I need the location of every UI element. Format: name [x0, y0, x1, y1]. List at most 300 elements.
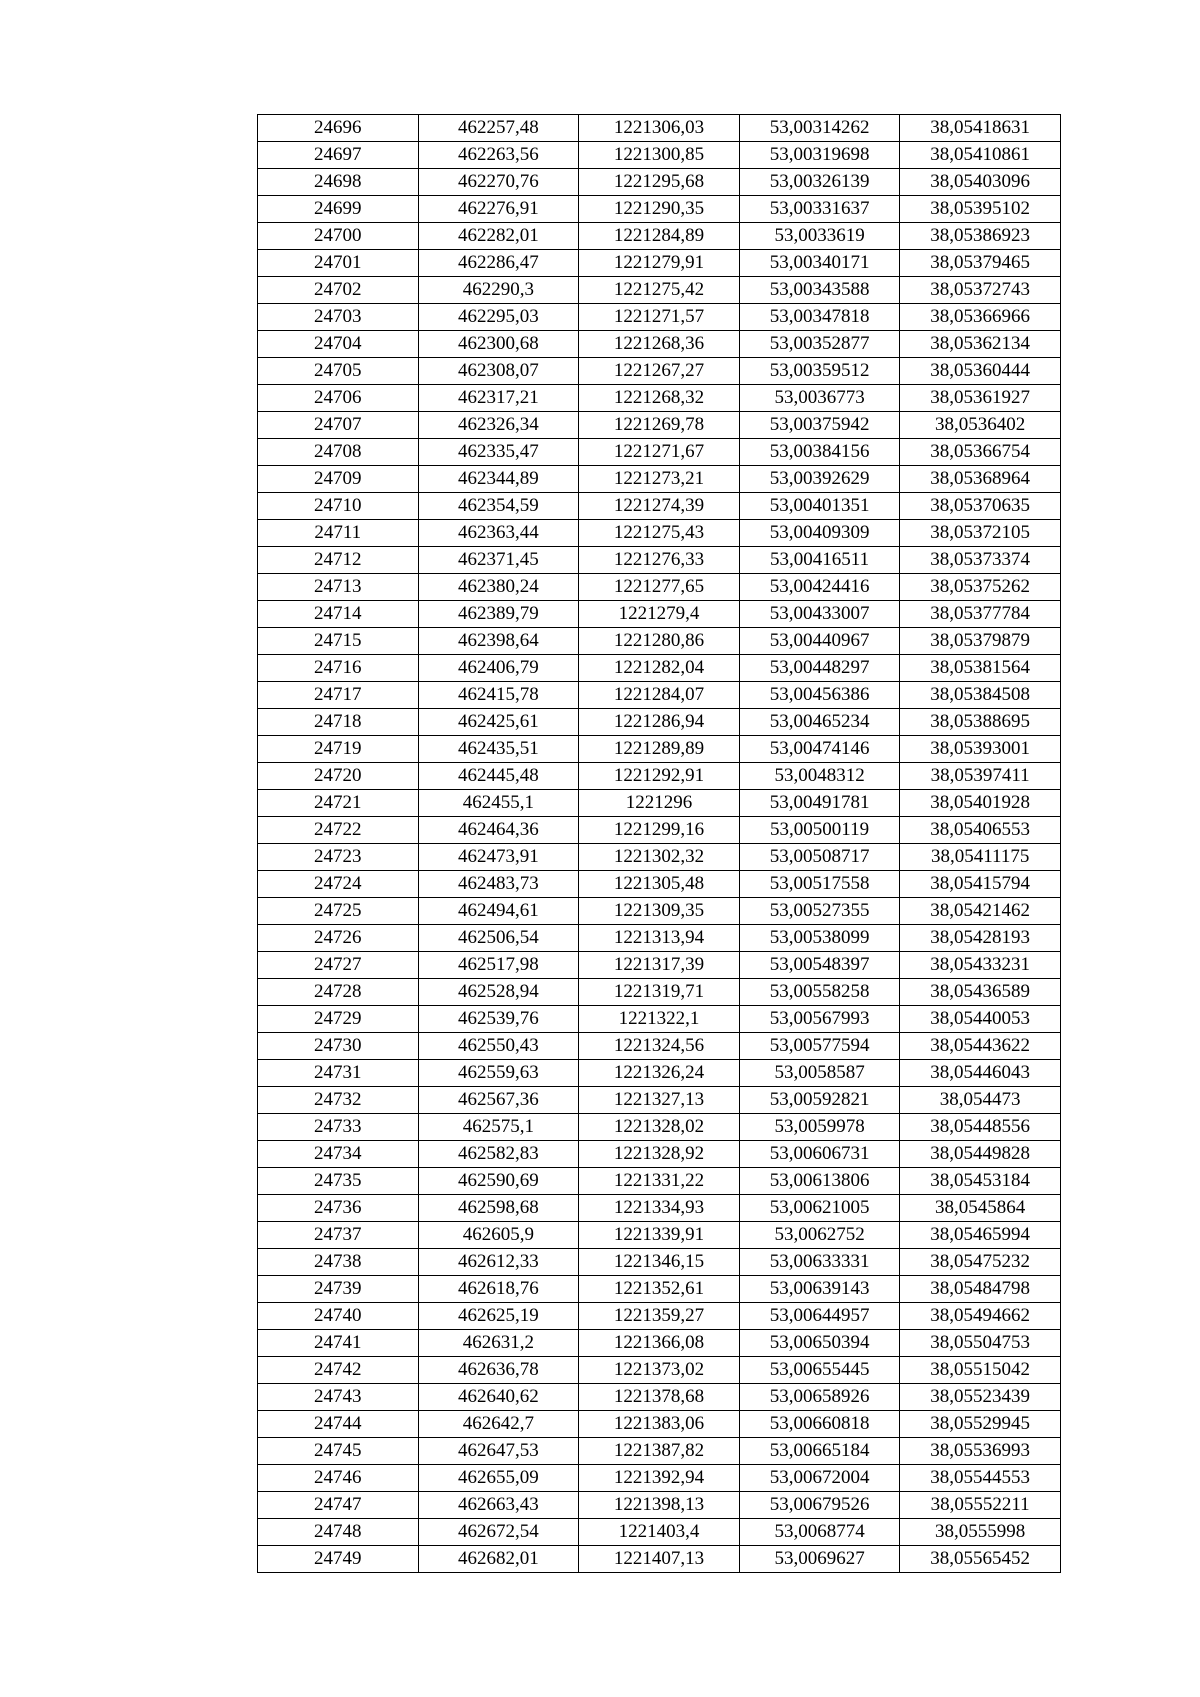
latitude-cell: 53,0036773 [739, 385, 900, 412]
point-number-cell: 24727 [258, 952, 419, 979]
coord-x-cell: 462663,43 [418, 1492, 579, 1519]
longitude-cell: 38,05475232 [900, 1249, 1061, 1276]
table-row [258, 1492, 1061, 1519]
coord-y-cell: 1221319,71 [579, 979, 740, 1006]
table-row [258, 682, 1061, 709]
longitude-cell: 38,05384508 [900, 682, 1061, 709]
coord-y-cell: 1221373,02 [579, 1357, 740, 1384]
coord-y-cell: 1221275,43 [579, 520, 740, 547]
latitude-cell: 53,00359512 [739, 358, 900, 385]
point-number-cell: 24696 [258, 115, 419, 142]
coord-x-cell: 462344,89 [418, 466, 579, 493]
point-number-cell: 24748 [258, 1519, 419, 1546]
coord-x-cell: 462631,2 [418, 1330, 579, 1357]
point-number-cell: 24746 [258, 1465, 419, 1492]
latitude-cell: 53,00538099 [739, 925, 900, 952]
coord-y-cell: 1221322,1 [579, 1006, 740, 1033]
longitude-cell: 38,05536993 [900, 1438, 1061, 1465]
coord-x-cell: 462425,61 [418, 709, 579, 736]
coord-x-cell: 462380,24 [418, 574, 579, 601]
coord-y-cell: 1221313,94 [579, 925, 740, 952]
table-row [258, 142, 1061, 169]
coord-y-cell: 1221352,61 [579, 1276, 740, 1303]
coord-x-cell: 462300,68 [418, 331, 579, 358]
coord-y-cell: 1221268,36 [579, 331, 740, 358]
longitude-cell: 38,05523439 [900, 1384, 1061, 1411]
table-row [258, 1168, 1061, 1195]
coord-x-cell: 462612,33 [418, 1249, 579, 1276]
latitude-cell: 53,00500119 [739, 817, 900, 844]
latitude-cell: 53,00319698 [739, 142, 900, 169]
table-row [258, 736, 1061, 763]
longitude-cell: 38,05370635 [900, 493, 1061, 520]
coord-y-cell: 1221383,06 [579, 1411, 740, 1438]
latitude-cell: 53,00343588 [739, 277, 900, 304]
longitude-cell: 38,05361927 [900, 385, 1061, 412]
coord-y-cell: 1221366,08 [579, 1330, 740, 1357]
point-number-cell: 24705 [258, 358, 419, 385]
coord-x-cell: 462406,79 [418, 655, 579, 682]
coord-x-cell: 462398,64 [418, 628, 579, 655]
latitude-cell: 53,00633331 [739, 1249, 900, 1276]
latitude-cell: 53,00660818 [739, 1411, 900, 1438]
coord-x-cell: 462640,62 [418, 1384, 579, 1411]
longitude-cell: 38,05443622 [900, 1033, 1061, 1060]
latitude-cell: 53,00448297 [739, 655, 900, 682]
coord-x-cell: 462483,73 [418, 871, 579, 898]
coord-y-cell: 1221269,78 [579, 412, 740, 439]
coord-y-cell: 1221339,91 [579, 1222, 740, 1249]
coord-y-cell: 1221271,57 [579, 304, 740, 331]
point-number-cell: 24714 [258, 601, 419, 628]
latitude-cell: 53,00424416 [739, 574, 900, 601]
longitude-cell: 38,05544553 [900, 1465, 1061, 1492]
point-number-cell: 24700 [258, 223, 419, 250]
latitude-cell: 53,00577594 [739, 1033, 900, 1060]
latitude-cell: 53,00613806 [739, 1168, 900, 1195]
coord-y-cell: 1221296 [579, 790, 740, 817]
table-row [258, 709, 1061, 736]
coord-y-cell: 1221407,13 [579, 1546, 740, 1573]
table-row [258, 1465, 1061, 1492]
table-row [258, 277, 1061, 304]
coord-x-cell: 462567,36 [418, 1087, 579, 1114]
longitude-cell: 38,0555998 [900, 1519, 1061, 1546]
coord-x-cell: 462473,91 [418, 844, 579, 871]
latitude-cell: 53,00416511 [739, 547, 900, 574]
coord-y-cell: 1221326,24 [579, 1060, 740, 1087]
point-number-cell: 24724 [258, 871, 419, 898]
longitude-cell: 38,05418631 [900, 115, 1061, 142]
coord-x-cell: 462435,51 [418, 736, 579, 763]
coord-y-cell: 1221284,07 [579, 682, 740, 709]
table-row [258, 466, 1061, 493]
latitude-cell: 53,00347818 [739, 304, 900, 331]
longitude-cell: 38,05484798 [900, 1276, 1061, 1303]
coord-y-cell: 1221331,22 [579, 1168, 740, 1195]
table-row [258, 1114, 1061, 1141]
point-number-cell: 24718 [258, 709, 419, 736]
coord-x-cell: 462618,76 [418, 1276, 579, 1303]
coord-x-cell: 462647,53 [418, 1438, 579, 1465]
longitude-cell: 38,05366754 [900, 439, 1061, 466]
point-number-cell: 24703 [258, 304, 419, 331]
latitude-cell: 53,00440967 [739, 628, 900, 655]
longitude-cell: 38,05372105 [900, 520, 1061, 547]
coord-y-cell: 1221273,21 [579, 466, 740, 493]
table-row [258, 412, 1061, 439]
latitude-cell: 53,00326139 [739, 169, 900, 196]
coord-y-cell: 1221328,92 [579, 1141, 740, 1168]
latitude-cell: 53,00650394 [739, 1330, 900, 1357]
coord-x-cell: 462308,07 [418, 358, 579, 385]
latitude-cell: 53,00384156 [739, 439, 900, 466]
table-row [258, 1195, 1061, 1222]
coord-x-cell: 462605,9 [418, 1222, 579, 1249]
coord-x-cell: 462415,78 [418, 682, 579, 709]
coord-y-cell: 1221279,91 [579, 250, 740, 277]
table-row [258, 223, 1061, 250]
latitude-cell: 53,0033619 [739, 223, 900, 250]
table-row [258, 196, 1061, 223]
coord-x-cell: 462590,69 [418, 1168, 579, 1195]
point-number-cell: 24701 [258, 250, 419, 277]
latitude-cell: 53,00433007 [739, 601, 900, 628]
coord-y-cell: 1221334,93 [579, 1195, 740, 1222]
table-row [258, 520, 1061, 547]
coord-x-cell: 462389,79 [418, 601, 579, 628]
longitude-cell: 38,05373374 [900, 547, 1061, 574]
longitude-cell: 38,05529945 [900, 1411, 1061, 1438]
coord-y-cell: 1221378,68 [579, 1384, 740, 1411]
longitude-cell: 38,05515042 [900, 1357, 1061, 1384]
coord-y-cell: 1221267,27 [579, 358, 740, 385]
latitude-cell: 53,00409309 [739, 520, 900, 547]
latitude-cell: 53,00527355 [739, 898, 900, 925]
latitude-cell: 53,0069627 [739, 1546, 900, 1573]
table-row [258, 1276, 1061, 1303]
coord-x-cell: 462682,01 [418, 1546, 579, 1573]
latitude-cell: 53,00392629 [739, 466, 900, 493]
table-row [258, 574, 1061, 601]
coord-x-cell: 462517,98 [418, 952, 579, 979]
point-number-cell: 24733 [258, 1114, 419, 1141]
coord-y-cell: 1221274,39 [579, 493, 740, 520]
latitude-cell: 53,0048312 [739, 763, 900, 790]
point-number-cell: 24745 [258, 1438, 419, 1465]
table-row [258, 1006, 1061, 1033]
point-number-cell: 24697 [258, 142, 419, 169]
coord-x-cell: 462326,34 [418, 412, 579, 439]
latitude-cell: 53,00548397 [739, 952, 900, 979]
coord-y-cell: 1221279,4 [579, 601, 740, 628]
point-number-cell: 24742 [258, 1357, 419, 1384]
coord-x-cell: 462276,91 [418, 196, 579, 223]
table-row [258, 1141, 1061, 1168]
point-number-cell: 24749 [258, 1546, 419, 1573]
coordinates-table [257, 114, 1061, 1573]
latitude-cell: 53,00456386 [739, 682, 900, 709]
longitude-cell: 38,0536402 [900, 412, 1061, 439]
point-number-cell: 24720 [258, 763, 419, 790]
coord-y-cell: 1221290,35 [579, 196, 740, 223]
table-row [258, 1330, 1061, 1357]
table-row [258, 925, 1061, 952]
table-row [258, 1519, 1061, 1546]
table-row [258, 115, 1061, 142]
table-row [258, 1303, 1061, 1330]
table-row [258, 1384, 1061, 1411]
point-number-cell: 24712 [258, 547, 419, 574]
longitude-cell: 38,05428193 [900, 925, 1061, 952]
latitude-cell: 53,0062752 [739, 1222, 900, 1249]
point-number-cell: 24734 [258, 1141, 419, 1168]
longitude-cell: 38,05372743 [900, 277, 1061, 304]
table-row [258, 1249, 1061, 1276]
longitude-cell: 38,05565452 [900, 1546, 1061, 1573]
coord-x-cell: 462270,76 [418, 169, 579, 196]
table-row [258, 1438, 1061, 1465]
point-number-cell: 24710 [258, 493, 419, 520]
point-number-cell: 24704 [258, 331, 419, 358]
point-number-cell: 24726 [258, 925, 419, 952]
coord-x-cell: 462363,44 [418, 520, 579, 547]
point-number-cell: 24721 [258, 790, 419, 817]
table-row [258, 304, 1061, 331]
longitude-cell: 38,05440053 [900, 1006, 1061, 1033]
longitude-cell: 38,05415794 [900, 871, 1061, 898]
coord-x-cell: 462582,83 [418, 1141, 579, 1168]
longitude-cell: 38,05379465 [900, 250, 1061, 277]
point-number-cell: 24723 [258, 844, 419, 871]
coord-y-cell: 1221286,94 [579, 709, 740, 736]
longitude-cell: 38,05504753 [900, 1330, 1061, 1357]
longitude-cell: 38,05362134 [900, 331, 1061, 358]
coord-x-cell: 462528,94 [418, 979, 579, 1006]
coord-y-cell: 1221324,56 [579, 1033, 740, 1060]
point-number-cell: 24713 [258, 574, 419, 601]
coord-x-cell: 462642,7 [418, 1411, 579, 1438]
longitude-cell: 38,05449828 [900, 1141, 1061, 1168]
coord-x-cell: 462598,68 [418, 1195, 579, 1222]
longitude-cell: 38,05395102 [900, 196, 1061, 223]
table-row [258, 1411, 1061, 1438]
longitude-cell: 38,05366966 [900, 304, 1061, 331]
latitude-cell: 53,00508717 [739, 844, 900, 871]
coord-x-cell: 462317,21 [418, 385, 579, 412]
longitude-cell: 38,05397411 [900, 763, 1061, 790]
coord-x-cell: 462655,09 [418, 1465, 579, 1492]
latitude-cell: 53,00401351 [739, 493, 900, 520]
longitude-cell: 38,05375262 [900, 574, 1061, 601]
table-row [258, 817, 1061, 844]
longitude-cell: 38,054473 [900, 1087, 1061, 1114]
latitude-cell: 53,0058587 [739, 1060, 900, 1087]
longitude-cell: 38,05393001 [900, 736, 1061, 763]
coord-y-cell: 1221309,35 [579, 898, 740, 925]
latitude-cell: 53,00465234 [739, 709, 900, 736]
point-number-cell: 24739 [258, 1276, 419, 1303]
longitude-cell: 38,05448556 [900, 1114, 1061, 1141]
coord-x-cell: 462295,03 [418, 304, 579, 331]
longitude-cell: 38,05552211 [900, 1492, 1061, 1519]
coord-y-cell: 1221403,4 [579, 1519, 740, 1546]
latitude-cell: 53,00375942 [739, 412, 900, 439]
coord-y-cell: 1221289,89 [579, 736, 740, 763]
coord-x-cell: 462672,54 [418, 1519, 579, 1546]
table-row [258, 1060, 1061, 1087]
coord-x-cell: 462550,43 [418, 1033, 579, 1060]
coord-x-cell: 462559,63 [418, 1060, 579, 1087]
point-number-cell: 24711 [258, 520, 419, 547]
latitude-cell: 53,00558258 [739, 979, 900, 1006]
table-row [258, 763, 1061, 790]
coord-y-cell: 1221292,91 [579, 763, 740, 790]
table-row [258, 547, 1061, 574]
longitude-cell: 38,05379879 [900, 628, 1061, 655]
coord-x-cell: 462354,59 [418, 493, 579, 520]
latitude-cell: 53,00491781 [739, 790, 900, 817]
point-number-cell: 24717 [258, 682, 419, 709]
coord-y-cell: 1221271,67 [579, 439, 740, 466]
longitude-cell: 38,05406553 [900, 817, 1061, 844]
coord-y-cell: 1221282,04 [579, 655, 740, 682]
latitude-cell: 53,00665184 [739, 1438, 900, 1465]
table-row [258, 979, 1061, 1006]
coordinates-table-body [258, 115, 1061, 1573]
table-row [258, 1033, 1061, 1060]
longitude-cell: 38,05453184 [900, 1168, 1061, 1195]
point-number-cell: 24735 [258, 1168, 419, 1195]
coord-y-cell: 1221280,86 [579, 628, 740, 655]
coord-y-cell: 1221328,02 [579, 1114, 740, 1141]
table-row [258, 844, 1061, 871]
latitude-cell: 53,00606731 [739, 1141, 900, 1168]
point-number-cell: 24732 [258, 1087, 419, 1114]
longitude-cell: 38,05377784 [900, 601, 1061, 628]
coord-y-cell: 1221392,94 [579, 1465, 740, 1492]
point-number-cell: 24708 [258, 439, 419, 466]
longitude-cell: 38,05411175 [900, 844, 1061, 871]
table-row [258, 331, 1061, 358]
point-number-cell: 24719 [258, 736, 419, 763]
point-number-cell: 24729 [258, 1006, 419, 1033]
latitude-cell: 53,00658926 [739, 1384, 900, 1411]
longitude-cell: 38,05410861 [900, 142, 1061, 169]
coord-y-cell: 1221276,33 [579, 547, 740, 574]
point-number-cell: 24706 [258, 385, 419, 412]
point-number-cell: 24702 [258, 277, 419, 304]
latitude-cell: 53,00331637 [739, 196, 900, 223]
table-row [258, 790, 1061, 817]
table-row [258, 439, 1061, 466]
point-number-cell: 24741 [258, 1330, 419, 1357]
coord-y-cell: 1221284,89 [579, 223, 740, 250]
latitude-cell: 53,00655445 [739, 1357, 900, 1384]
coord-x-cell: 462263,56 [418, 142, 579, 169]
coord-y-cell: 1221268,32 [579, 385, 740, 412]
coord-y-cell: 1221327,13 [579, 1087, 740, 1114]
table-row [258, 1087, 1061, 1114]
coord-y-cell: 1221398,13 [579, 1492, 740, 1519]
point-number-cell: 24736 [258, 1195, 419, 1222]
coord-y-cell: 1221295,68 [579, 169, 740, 196]
point-number-cell: 24699 [258, 196, 419, 223]
latitude-cell: 53,00679526 [739, 1492, 900, 1519]
coord-y-cell: 1221346,15 [579, 1249, 740, 1276]
latitude-cell: 53,00621005 [739, 1195, 900, 1222]
point-number-cell: 24743 [258, 1384, 419, 1411]
latitude-cell: 53,00567993 [739, 1006, 900, 1033]
coord-y-cell: 1221277,65 [579, 574, 740, 601]
longitude-cell: 38,05403096 [900, 169, 1061, 196]
coord-y-cell: 1221300,85 [579, 142, 740, 169]
longitude-cell: 38,05446043 [900, 1060, 1061, 1087]
table-row [258, 898, 1061, 925]
table-row [258, 1357, 1061, 1384]
point-number-cell: 24730 [258, 1033, 419, 1060]
table-row [258, 169, 1061, 196]
latitude-cell: 53,0059978 [739, 1114, 900, 1141]
longitude-cell: 38,05433231 [900, 952, 1061, 979]
longitude-cell: 38,05494662 [900, 1303, 1061, 1330]
coord-x-cell: 462257,48 [418, 115, 579, 142]
table-row [258, 1546, 1061, 1573]
coord-x-cell: 462455,1 [418, 790, 579, 817]
table-row [258, 601, 1061, 628]
point-number-cell: 24715 [258, 628, 419, 655]
point-number-cell: 24707 [258, 412, 419, 439]
point-number-cell: 24744 [258, 1411, 419, 1438]
point-number-cell: 24737 [258, 1222, 419, 1249]
coord-y-cell: 1221302,32 [579, 844, 740, 871]
coord-x-cell: 462445,48 [418, 763, 579, 790]
longitude-cell: 38,05465994 [900, 1222, 1061, 1249]
coord-y-cell: 1221305,48 [579, 871, 740, 898]
point-number-cell: 24722 [258, 817, 419, 844]
longitude-cell: 38,05368964 [900, 466, 1061, 493]
coord-y-cell: 1221387,82 [579, 1438, 740, 1465]
latitude-cell: 53,0068774 [739, 1519, 900, 1546]
longitude-cell: 38,05436589 [900, 979, 1061, 1006]
longitude-cell: 38,05381564 [900, 655, 1061, 682]
coord-x-cell: 462371,45 [418, 547, 579, 574]
coord-y-cell: 1221299,16 [579, 817, 740, 844]
coord-x-cell: 462506,54 [418, 925, 579, 952]
point-number-cell: 24725 [258, 898, 419, 925]
coord-x-cell: 462636,78 [418, 1357, 579, 1384]
latitude-cell: 53,00672004 [739, 1465, 900, 1492]
point-number-cell: 24738 [258, 1249, 419, 1276]
latitude-cell: 53,00639143 [739, 1276, 900, 1303]
coord-y-cell: 1221275,42 [579, 277, 740, 304]
table-row [258, 628, 1061, 655]
table-row [258, 1222, 1061, 1249]
point-number-cell: 24747 [258, 1492, 419, 1519]
point-number-cell: 24728 [258, 979, 419, 1006]
coord-y-cell: 1221359,27 [579, 1303, 740, 1330]
table-row [258, 385, 1061, 412]
point-number-cell: 24731 [258, 1060, 419, 1087]
coord-x-cell: 462575,1 [418, 1114, 579, 1141]
longitude-cell: 38,05386923 [900, 223, 1061, 250]
table-row [258, 655, 1061, 682]
table-row [258, 358, 1061, 385]
longitude-cell: 38,05360444 [900, 358, 1061, 385]
coord-y-cell: 1221317,39 [579, 952, 740, 979]
table-row [258, 493, 1061, 520]
latitude-cell: 53,00314262 [739, 115, 900, 142]
